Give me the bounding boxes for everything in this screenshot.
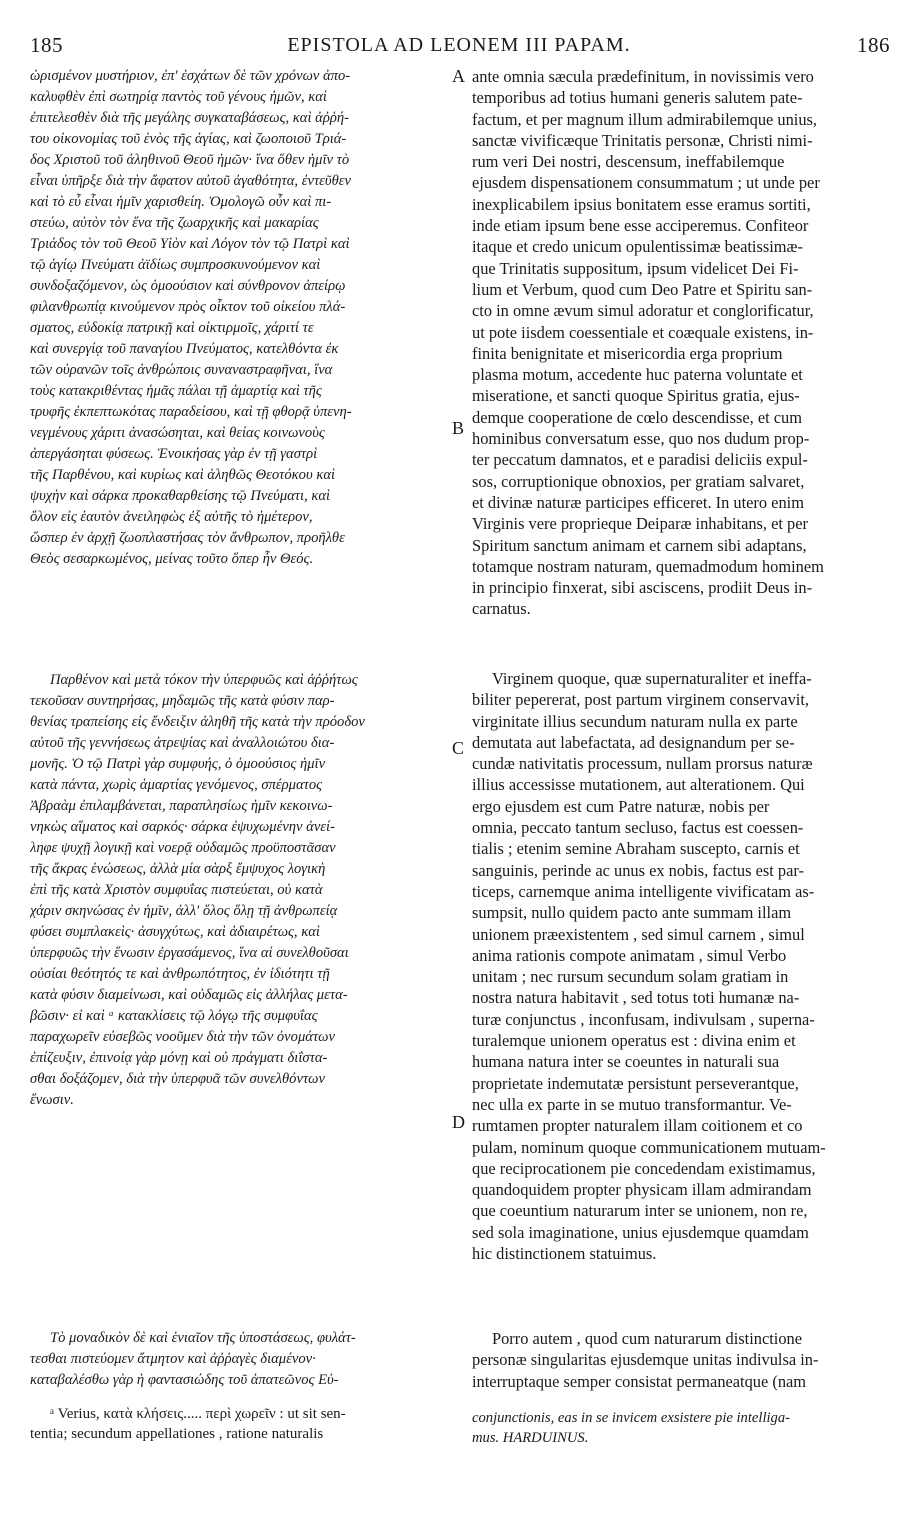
text-line: nec ulla ex parte in se mutuo transformantur. Ve-	[472, 1094, 792, 1114]
text-line: cto in omne ævum simul adoratur et conglorificatur,	[472, 301, 814, 321]
text-line: que reciprocationem pie concedendam existimamus,	[472, 1158, 816, 1178]
text-line: τρυφῆς ἐκπεπτωκότας παραδείσου, καὶ τῇ φθορᾷ ὑπενη-	[30, 404, 352, 420]
text-line: νεγμένους χάριτι ἀνασώσηται, καὶ θείας κοινωνοὺς	[30, 425, 325, 441]
text-line: temporibus ad totius humani generis salutem pate-	[472, 88, 803, 108]
text-line: sanctæ vivificæque Trinitatis personæ, Christi nimi-	[472, 130, 813, 150]
text-line: σματος, εὐδοκίᾳ πατρικῇ καὶ οἰκτιρμοῖς, χάριτί τε	[30, 320, 314, 336]
text-line: ἐπιτελεσθὲν διὰ τῆς μεγάλης συγκαταβάσεως, καὶ ἀῤῥή-	[30, 110, 349, 126]
text-line: illius accessisse mutationem, aut alterationem. Qui	[472, 775, 805, 795]
text-line: proprietate indemutatæ persistunt perseverantque,	[472, 1073, 799, 1093]
text-line: unitam ; nec rursum secundum solam gratiam in	[472, 967, 789, 987]
text-line: itaque et credo unicum opulentissimæ beatissimæ-	[472, 237, 803, 257]
text-line: αὐτοῦ τῆς γεννήσεως ἀτρεψίας καὶ ἀναλλοιώτου δια-	[30, 735, 335, 751]
latin-paragraph-2	[472, 668, 880, 1264]
text-line: ἀπεργάσηται φύσεως. Ἐνοικήσας γὰρ ἐν τῇ γαστρὶ	[30, 446, 318, 462]
footnote-latin-column	[472, 1408, 882, 1448]
text-line: totamque nostram naturam, quemadmodum hominem	[472, 556, 824, 576]
text-line: τῆς ἄκρας ἑνώσεως, ἀλλὰ μία σὰρξ ἔμψυχος λογικὴ	[30, 861, 326, 877]
text-line: ληφε ψυχῇ λογικῇ καὶ νοερᾷ οὐδαμῶς προϋποστᾶσαν	[30, 840, 336, 856]
text-line: Spiritum sanctum animam et carnem sibi adaptans,	[472, 535, 807, 555]
margin-marker-a: A	[452, 66, 465, 86]
text-line: tentia; secundum appellationes , ratione naturalis	[30, 1426, 324, 1442]
text-line: que coeuntium naturarum inter se unionem, non re,	[472, 1201, 808, 1221]
text-line: ᵃ Verius, κατὰ κλήσεις..... περὶ χωρεῖν : ut sit sen-	[50, 1406, 346, 1422]
text-line: virginitate illius secundum naturam nulla ex parte	[472, 711, 798, 731]
text-line: nostra natura habitavit , sed totus toti humanæ na-	[472, 988, 800, 1008]
text-line: σθαι δοξάζομεν, διὰ τὴν ὑπερφυᾶ τῶν συνελθόντων	[30, 1071, 325, 1087]
text-line: Τριάδος τὸν τοῦ Θεοῦ Υἱὸν καὶ Λόγον τὸν τῷ Πατρὶ καὶ	[30, 236, 350, 252]
text-line: et divinæ naturæ participes efficeret. In utero enim	[472, 492, 804, 512]
text-line: βῶσιν· εἰ καὶ ᵃ κατακλίσεις τῷ λόγῳ τῆς συμφυΐας	[30, 1008, 318, 1024]
greek-paragraph-2	[30, 670, 446, 1111]
text-line: in principio finxerat, sibi asciscens, prodiit Deus in-	[472, 578, 813, 598]
text-line: συνδοξαζόμενον, ὡς ὁμοούσιον καὶ σύνθρονον ἀπείρῳ	[30, 278, 346, 294]
text-line: personæ singularitas ejusdemque unitas indivulsa in-	[472, 1350, 819, 1370]
text-line: factum, et per magnum illum admirabilemque unius,	[472, 109, 818, 129]
text-line: quandoquidem propter physicam illam admirandam	[472, 1180, 812, 1200]
text-line: ut pote iisdem coessentiale et coæquale existens, in-	[472, 322, 814, 342]
text-line: φύσει συμπλακεὶς· ἀσυγχύτως, καὶ ἀδιαιρέτως, καὶ	[30, 924, 320, 940]
text-line: turæ conjunctus , inconfusam, indivulsam , superna-	[472, 1009, 815, 1029]
text-line: ἐπίζευξιν, ἐπινοίᾳ γὰρ μόνῃ καὶ οὐ πράγματι διΐστα-	[30, 1050, 328, 1066]
text-line: Virginem quoque, quæ supernaturaliter et ineffa-	[492, 669, 812, 688]
text-line: τῷ ἁγίῳ Πνεύματι ἀϊδίως συμπροσκυνούμενον καὶ	[30, 257, 321, 273]
text-line: omnia, peccato tantum secluso, factus est coessen-	[472, 818, 804, 838]
text-line: sed sola imaginatione, unius ejusdemque quamdam	[472, 1222, 809, 1242]
text-line: Ἀβραὰμ ἐπιλαμβάνεται, παραπλησίως ἡμῖν κεκοινω-	[30, 798, 333, 814]
text-line: τῶν οὐρανῶν τοῖς ἀνθρώποις συναναστραφῆναι, ἵνα	[30, 362, 333, 378]
text-line: anima rationis compote animatam , simul Verbo	[472, 945, 787, 965]
text-line: εἶναι ὑπῆρξε διὰ τὴν ἄφατον αὐτοῦ ἀγαθότητα, ἐντεῦθεν	[30, 173, 352, 189]
text-line: του οἰκονομίας τοῦ ἑνὸς τῆς ἁγίας, καὶ ζωοποιοῦ Τριά-	[30, 131, 347, 147]
text-line: Τὸ μοναδικὸν δὲ καὶ ἑνιαῖον τῆς ὑποστάσεως, φυλάτ-	[50, 1330, 356, 1346]
text-line: hominibus conversatum esse, quo nos dudum prop-	[472, 429, 810, 449]
text-line: τοὺς κατακριθέντας ἡμᾶς πάλαι τῇ ἁμαρτίᾳ καὶ τῆς	[30, 383, 322, 399]
text-line: ὥσπερ ἐν ἀρχῇ ζωοπλαστήσας τὸν ἄνθρωπον, προῆλθε	[30, 530, 345, 546]
text-line: inde etiam ipsum bene esse acciperemus. Confiteor	[472, 216, 809, 236]
text-line: humana natura inter se coeuntes in naturali sua	[472, 1052, 780, 1072]
text-line: sos, corruptionique obnoxios, per gratiam salvaret,	[472, 471, 805, 491]
text-line: pulam, nominum quoque communicationem mutuam-	[472, 1137, 826, 1157]
text-line: inexplicabilem ipsius bonitatem esse eramus sortiti,	[472, 194, 811, 214]
text-line: ψυχὴν καὶ σάρκα προκαθαρθείσης τῷ Πνεύματι, καὶ	[30, 488, 331, 504]
text-line: ticeps, carnemque anima intelligente vivificatam as-	[472, 881, 815, 901]
margin-marker-b: B	[452, 418, 465, 438]
text-line: unionem præexistentem , sed simul carnem , simul	[472, 924, 805, 944]
text-line: καὶ συνεργίᾳ τοῦ παναγίου Πνεύματος, κατελθόντα ἐκ	[30, 341, 339, 357]
text-line: ὅλον εἰς ἑαυτὸν ἀνειληφὼς ἐξ αὐτῆς τὸ ἡμέτερον,	[30, 509, 313, 525]
margin-marker-c: C	[452, 738, 465, 758]
text-line: biliter pepererat, post partum virginem conservavit,	[472, 690, 809, 710]
latin-paragraph-3	[472, 1328, 880, 1392]
text-line: ejusdem dispensationem consummatum ; ut unde per	[472, 173, 820, 193]
text-line: στεύω, αὐτὸν τὸν ἕνα τῆς ζωαρχικῆς καὶ μακαρίας	[30, 215, 319, 231]
text-line: demutata aut labefactata, ad designandum per se-	[472, 732, 795, 752]
text-line: ter peccatum damnatos, et e paradisi deliciis expul-	[472, 450, 808, 470]
text-line: κατὰ πάντα, χωρὶς ἁμαρτίας γενόμενος, σπέρματος	[30, 777, 323, 793]
text-line: Θεὸς σεσαρκωμένος, μείνας τοῦτο ὅπερ ἦν Θεός.	[30, 551, 314, 567]
text-line: lium et Verbum, quod cum Deo Patre et Spiritu san-	[472, 279, 813, 299]
text-line: φιλανθρωπίᾳ κινούμενον πρὸς οἶκτον τοῦ οἰκείου πλά-	[30, 299, 346, 315]
text-line: οὐσίαι θεότητός τε καὶ ἀνθρωπότητος, ἐν ἰδιότητι τῇ	[30, 966, 330, 982]
text-line: Porro autem , quod cum naturarum distinctione	[492, 1329, 802, 1348]
text-line: ἐπὶ τῆς κατὰ Χριστὸν συμφυΐας πιστεύεται, οὐ κατὰ	[30, 882, 323, 898]
text-line: finita benignitate et misericordia erga proprium	[472, 343, 783, 363]
margin-marker-d: D	[452, 1112, 465, 1132]
text-line: demque cooperatione de cœlo descendisse, et cum	[472, 407, 802, 427]
text-line: νηκὼς αἵματος καὶ σαρκός· σάρκα ἐψυχωμένην ἀνεί-	[30, 819, 335, 835]
text-line: mus. HARDUINUS.	[472, 1430, 589, 1446]
text-line: θενίας τραπείσης εἰς ἔνδειξιν ἀληθῆ τῆς κατὰ τὴν πρόοδον	[30, 714, 365, 730]
text-line: cundæ nativitatis processum, nullam prorsus naturæ	[472, 754, 813, 774]
text-line: τεσθαι πιστεύομεν ἄτμητον καὶ ἀῤῥαγὲς διαμένον·	[30, 1351, 316, 1367]
latin-paragraph-1	[472, 66, 880, 620]
page-number-right: 186	[857, 33, 890, 57]
text-line: tialis ; etenim semine Abraham suscepto, carnis et	[472, 839, 800, 859]
greek-paragraph-1	[30, 66, 446, 570]
text-line: τῆς Παρθένου, καὶ κυρίως καὶ ἀληθῶς Θεοτόκου καὶ	[30, 467, 336, 483]
text-line: miseratione, et sancti quoque Spiritus gratia, ejus-	[472, 386, 800, 406]
text-line: μονῆς. Ὁ τῷ Πατρὶ γὰρ συμφυής, ὁ ὁμοούσιος ἡμῖν	[30, 756, 326, 772]
text-line: plasma motum, accedente huc paterna voluntate et	[472, 365, 803, 385]
text-line: Virginis vere proprieque Deiparæ inhabitans, et per	[472, 514, 808, 534]
text-line: hic distinctionem statuimus.	[472, 1244, 657, 1264]
text-line: ante omnia sæcula prædefinitum, in novissimis vero	[472, 67, 814, 86]
text-line: sumpsit, nullo quidem pacto ante summam illam	[472, 903, 792, 923]
text-line: que Trinitatis suppositum, ipsum videlicet Dei Fi-	[472, 258, 799, 278]
text-line: καλυφθὲν ἐπὶ σωτηρίᾳ παντὸς τοῦ γένους ἡμῶν, καὶ	[30, 89, 327, 105]
text-line: ὡρισμένον μυστήριον, ἐπ' ἐσχάτων δὲ τῶν χρόνων ἀπο-	[30, 68, 351, 84]
text-line: carnatus.	[472, 599, 531, 619]
text-line: ὑπερφυῶς τὴν ἕνωσιν ἐργασάμενος, ἵνα αἱ συνελθοῦσαι	[30, 945, 349, 961]
running-title: EPISTOLA AD LEONEM III PAPAM.	[287, 34, 631, 56]
text-line: καταβαλέσθω γὰρ ἡ φαντασιώδης τοῦ ἀπατεῶνος Εὐ-	[30, 1372, 339, 1388]
text-line: rum veri Dei nostri, descensum, ineffabilemque	[472, 152, 785, 172]
text-line: interruptaque semper consistat permaneatque (nam	[472, 1371, 807, 1391]
text-line: ἕνωσιν.	[30, 1092, 74, 1108]
text-line: ergo ejusdem est cum Patre naturæ, nobis per	[472, 796, 770, 816]
greek-paragraph-3	[30, 1328, 446, 1391]
text-line: δος Χριστοῦ τοῦ ἀληθινοῦ Θεοῦ ἡμῶν· ἵνα ὅθεν ἡμῖν τὸ	[30, 152, 350, 168]
footnote-greek-column	[30, 1404, 448, 1444]
text-line: τεκοῦσαν συντηρήσας, μηδαμῶς τῆς κατὰ φύσιν παρ-	[30, 693, 335, 709]
text-line: rumtamen propter naturalem illam coitionem et co	[472, 1116, 803, 1136]
text-line: sanguinis, perinde ac unus ex nobis, factus est par-	[472, 860, 804, 880]
text-line: turalemque unionem operatus est : divina enim et	[472, 1031, 796, 1051]
text-line: conjunctionis, eas in se invicem exsistere pie intelliga-	[472, 1410, 791, 1426]
page-number-left: 185	[30, 33, 63, 57]
text-line: χάριν σκηνώσας ἐν ἡμῖν, ἀλλ' ὅλος ὅλῃ τῇ ἀνθρωπείᾳ	[30, 903, 338, 919]
text-line: κατὰ φύσιν διαμείνωσι, καὶ οὐδαμῶς εἰς ἀλλήλας μετα-	[30, 987, 348, 1003]
text-line: παραχωρεῖν εὐσεβῶς νοοῦμεν διὰ τὴν τῶν ὀνομάτων	[30, 1029, 335, 1045]
text-line: καὶ τὸ εὖ εἶναι ἡμῖν χαρισθείη. Ὁμολογῶ οὖν καὶ πι-	[30, 194, 332, 210]
text-line: Παρθένον καὶ μετὰ τόκον τὴν ὑπερφυῶς καὶ ἀῤῥήτως	[50, 672, 358, 688]
